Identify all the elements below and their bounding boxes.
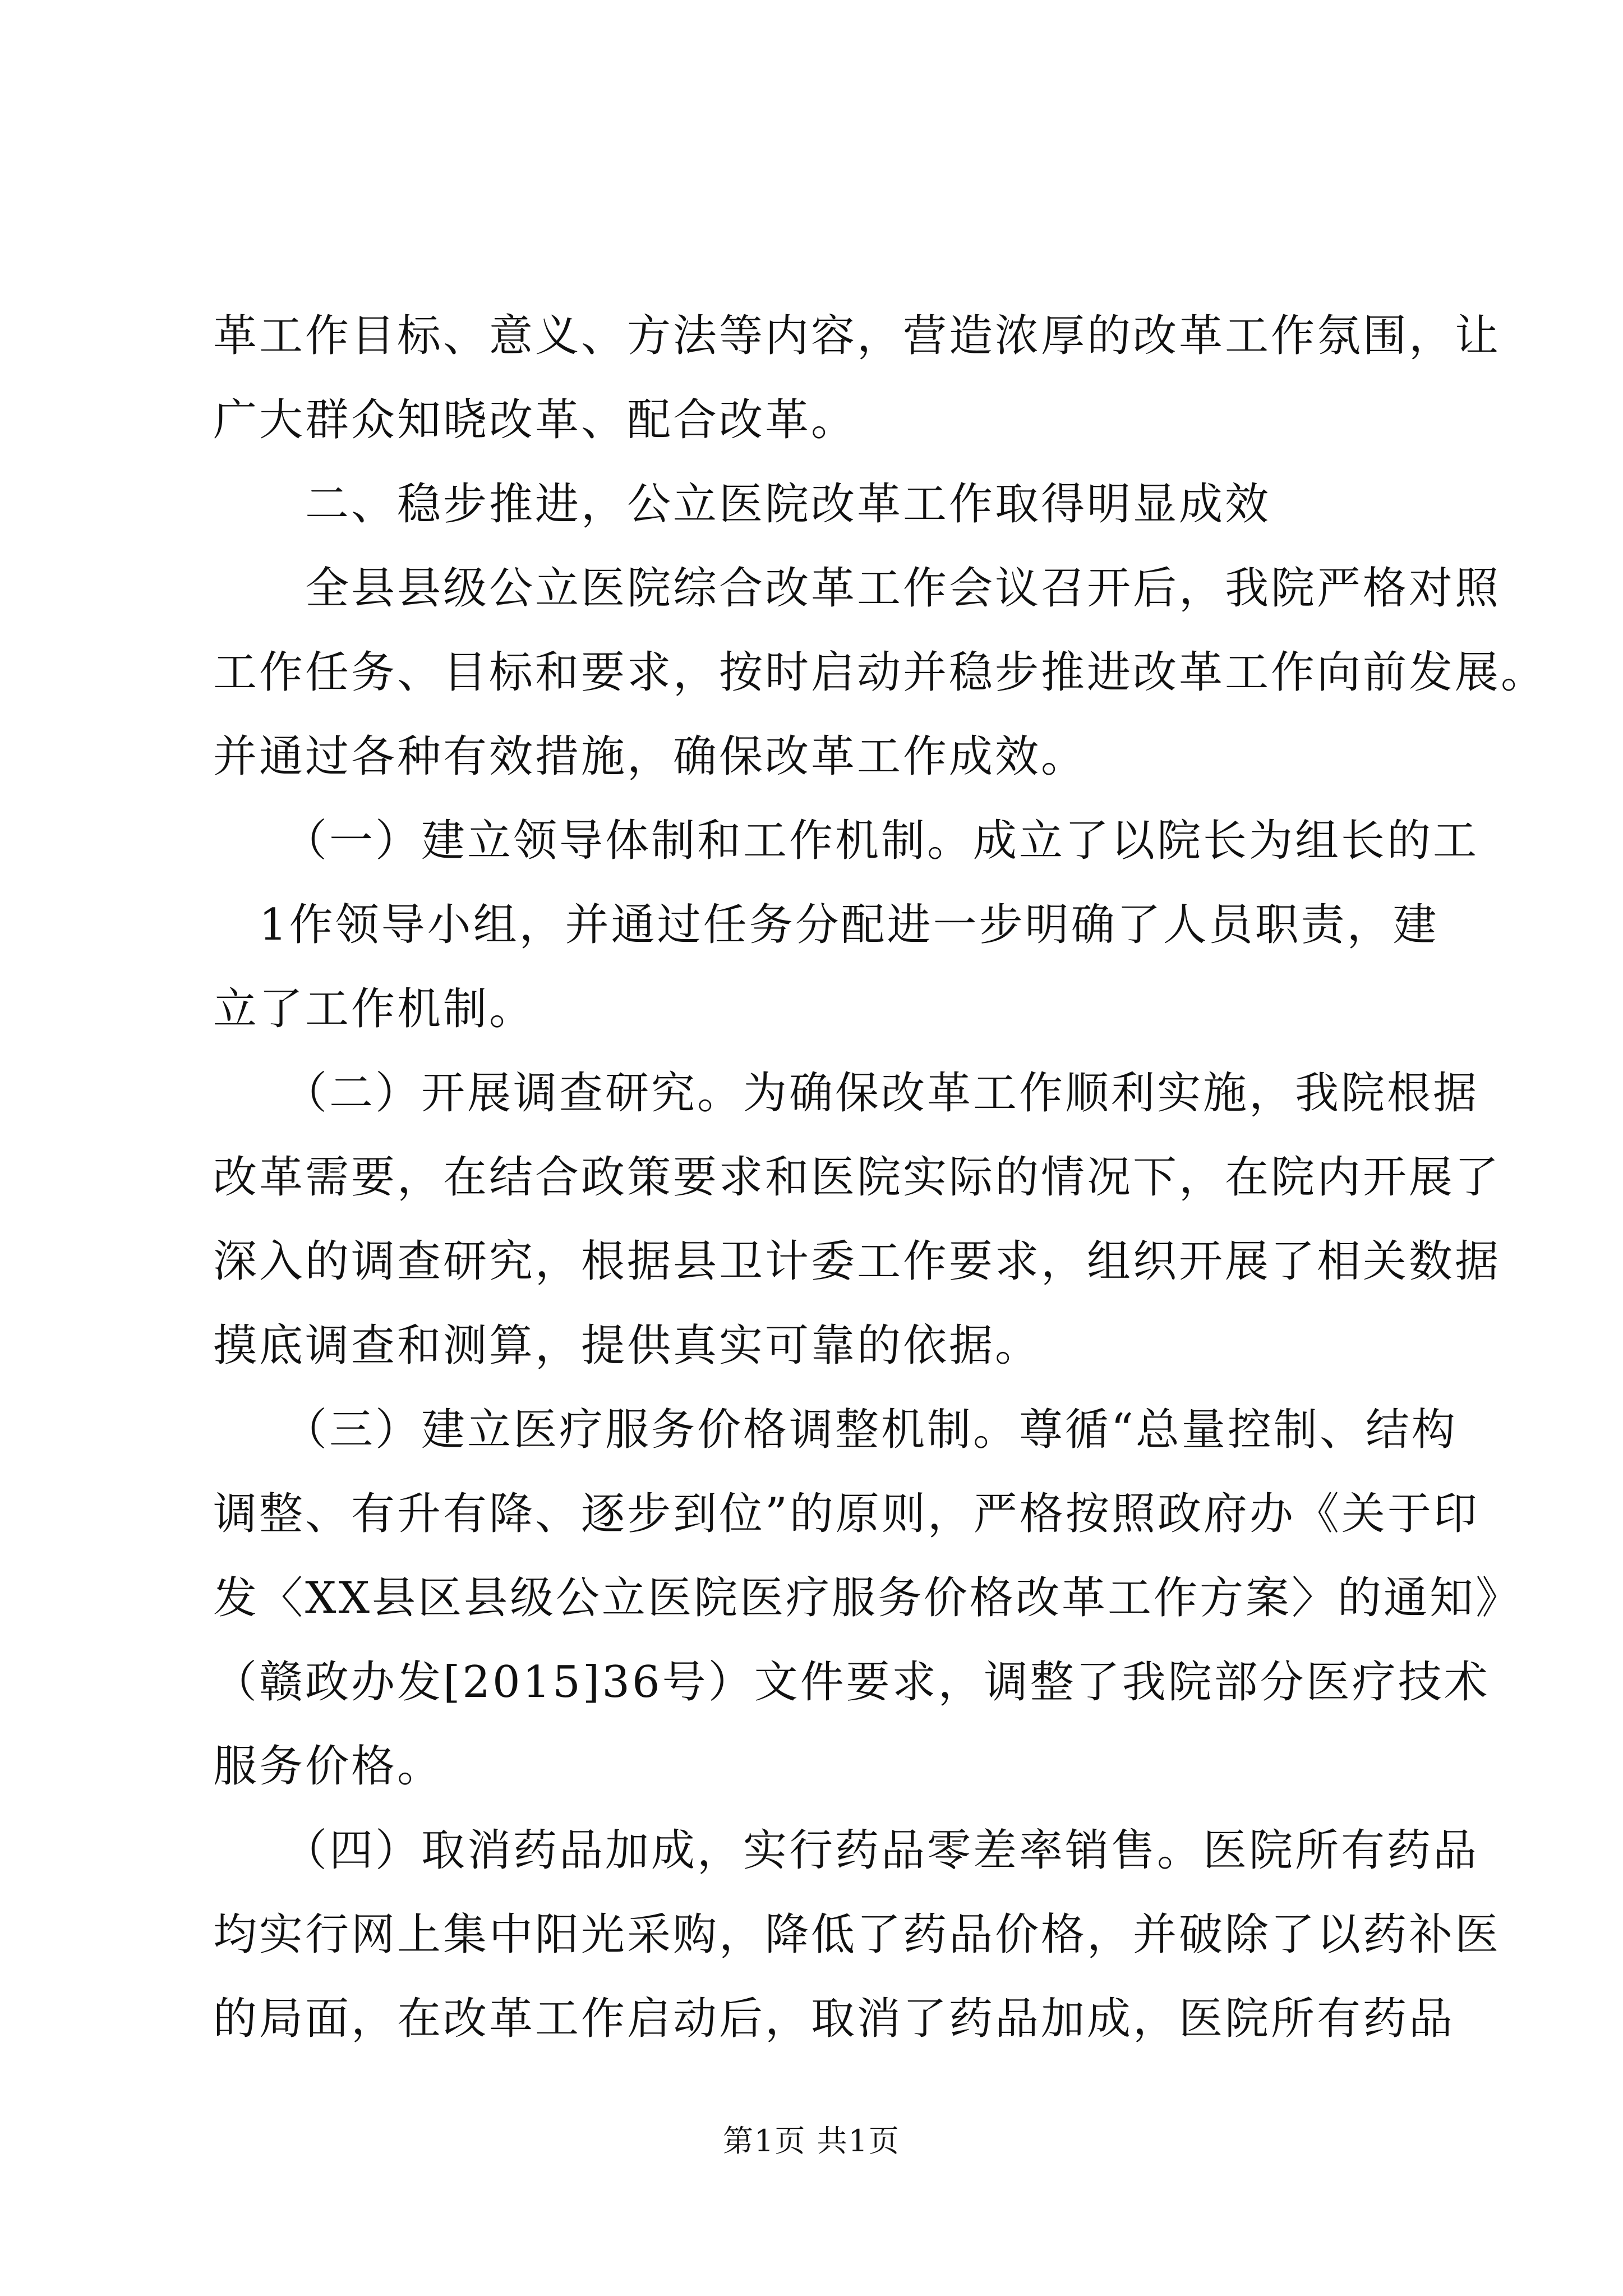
text-line-4: 全县县级公立医院综合改革工作会议召开后，我院严格对照 <box>213 563 1501 614</box>
text-line-9: 立了工作机制。 <box>213 984 536 1034</box>
text-line-5: 工作任务、目标和要求，按时启动并稳步推进改革工作向前发展。 <box>213 647 1547 698</box>
text-line-7: （一）建立领导体制和工作机制。成立了以院长为组长的工 <box>213 816 1479 866</box>
text-line-10: （二）开展调查研究。为确保改革工作顺利实施，我院根据 <box>213 1068 1479 1119</box>
page-footer: 第1页 共1页 <box>723 2123 900 2159</box>
text-line-17: （赣政办发[2015]36号）文件要求，调整了我院部分医疗技术 <box>213 1657 1490 1708</box>
text-line-11: 改革需要，在结合政策要求和医院实际的情况下，在院内开展了 <box>213 1152 1501 1203</box>
text-line-12: 深入的调查研究，根据县卫计委工作要求，组织开展了相关数据 <box>213 1236 1501 1287</box>
text-line-14: （三）建立医疗服务价格调整机制。尊循“总量控制、结构 <box>213 1405 1458 1455</box>
text-line-2: 广大群众知晓改革、配合改革。 <box>213 395 857 445</box>
text-line-20: 均实行网上集中阳光采购，降低了药品价格，并破除了以药补医 <box>213 1910 1501 1960</box>
text-line-8: 1作领导小组，并通过任务分配进一步明确了人员职责，建 <box>213 900 1439 950</box>
text-line-21: 的局面，在改革工作启动后，取消了药品加成，医院所有药品 <box>213 1994 1455 2044</box>
section-heading-2: 二、稳步推进，公立医院改革工作取得明显成效 <box>213 479 1271 530</box>
text-line-6: 并通过各种有效措施，确保改革工作成效。 <box>213 731 1087 782</box>
text-line-13: 摸底调查和测算，提供真实可靠的依据。 <box>213 1320 1041 1371</box>
text-line-1: 革工作目标、意义、方法等内容，营造浓厚的改革工作氛围，让 <box>213 311 1501 361</box>
text-line-15: 调整、有升有降、逐步到位”的原则，严格按照政府办《关于印 <box>213 1489 1479 1539</box>
text-line-16: 发〈XX县区县级公立医院医疗服务价格改革工作方案〉的通知》 <box>213 1573 1522 1623</box>
text-line-19: （四）取消药品加成，实行药品零差率销售。医院所有药品 <box>213 1825 1479 1876</box>
text-line-18: 服务价格。 <box>213 1741 444 1792</box>
